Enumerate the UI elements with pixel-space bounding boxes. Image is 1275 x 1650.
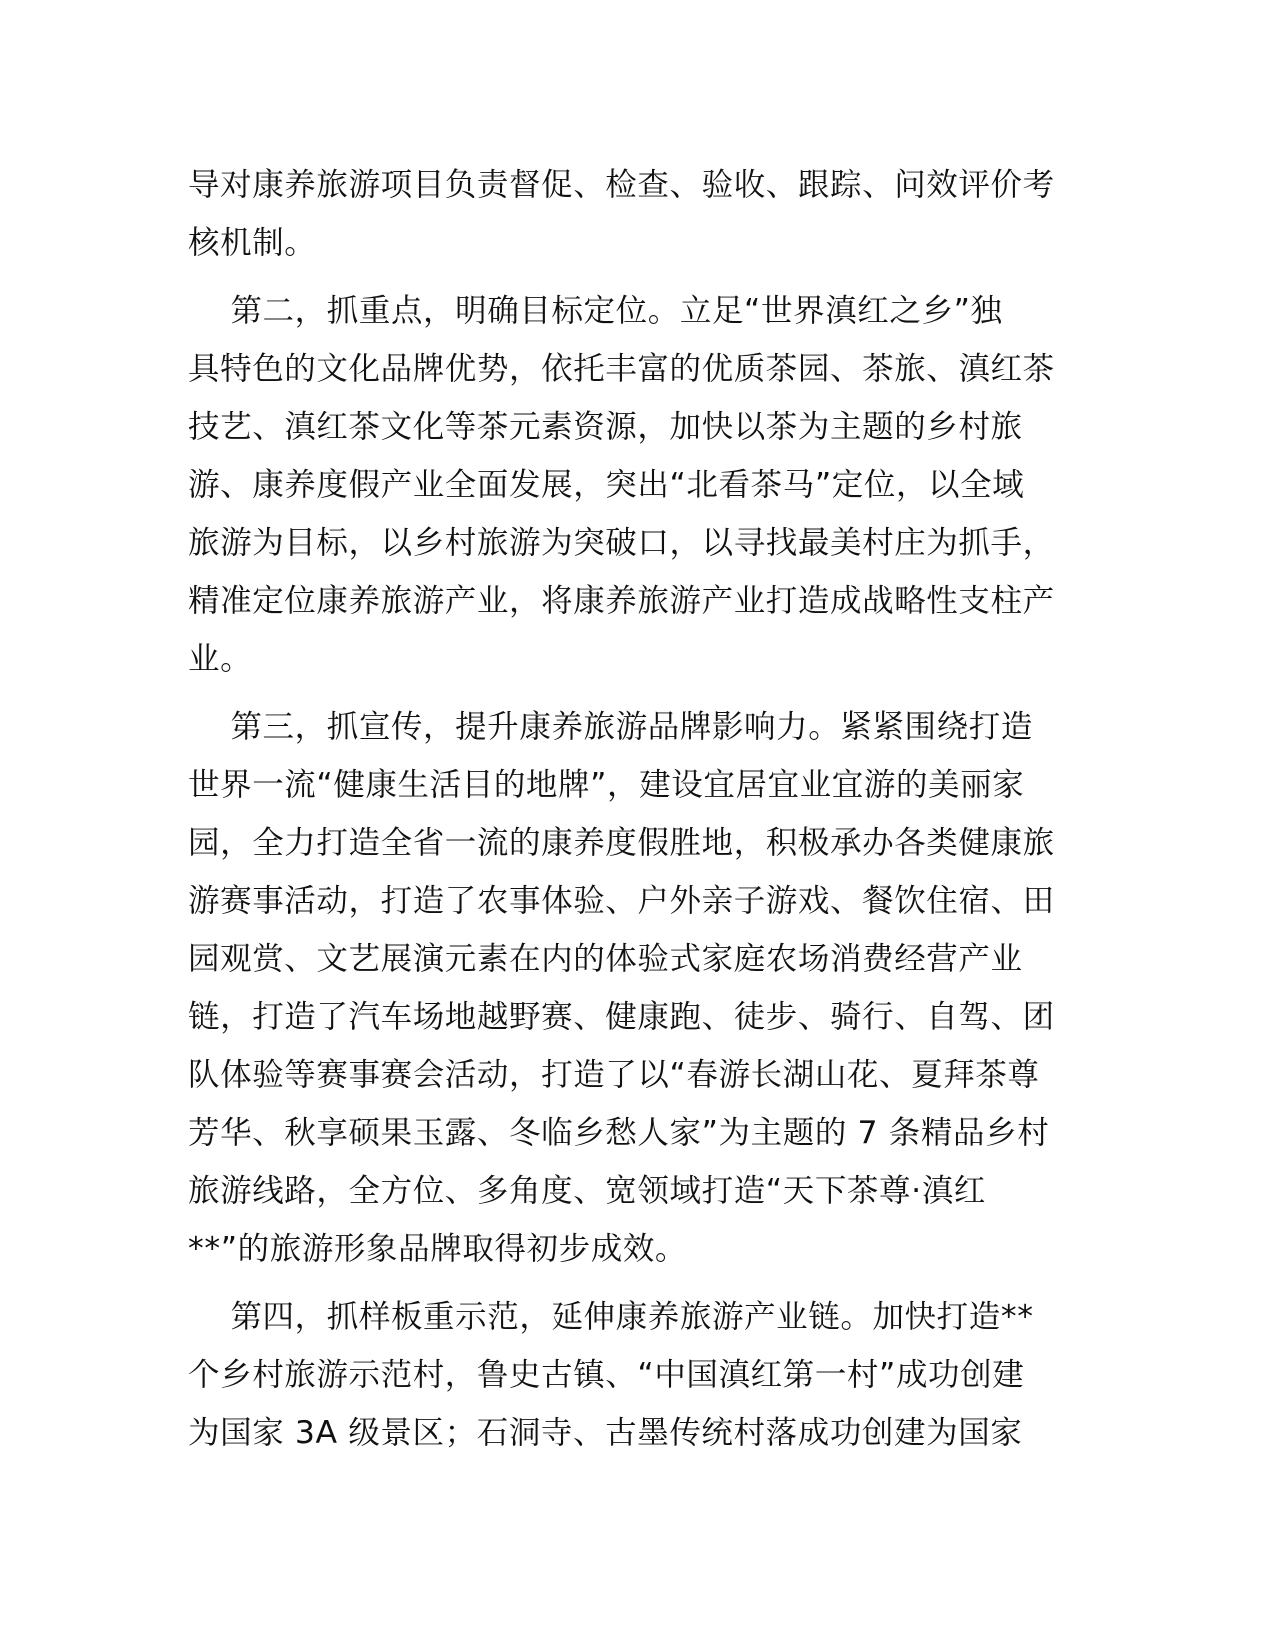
text-line: 精准定位康养旅游产业，将康养旅游产业打造成战略性支柱产 bbox=[188, 583, 1055, 619]
text-line: 旅游线路，全方位、多角度、宽领域打造“天下茶尊·滇红 bbox=[188, 1173, 986, 1209]
text-line: 园，全力打造全省一流的康养度假胜地，积极承办各类健康旅 bbox=[188, 825, 1055, 861]
text-line: 旅游为目标，以乡村旅游为突破口，以寻找最美村庄为抓手， bbox=[188, 525, 1055, 561]
paragraph-2 bbox=[188, 282, 1088, 688]
text-line: 导对康养旅游项目负责督促、检查、验收、跟踪、问效评价考 bbox=[188, 167, 1055, 203]
text-line: 游、康养度假产业全面发展，突出“北看茶马”定位，以全域 bbox=[188, 467, 1025, 503]
text-line: 世界一流“健康生活目的地牌”，建设宜居宜业宜游的美丽家 bbox=[188, 767, 1025, 803]
text-line: 芳华、秋享硕果玉露、冬临乡愁人家”为主题的 7 条精品乡村 bbox=[188, 1115, 1050, 1151]
text-line: 园观赏、文艺展演元素在内的体验式家庭农场消费经营产业 bbox=[188, 941, 1023, 977]
text-line: 链，打造了汽车场地越野赛、健康跑、徒步、骑行、自驾、团 bbox=[188, 999, 1055, 1035]
text-line: 具特色的文化品牌优势，依托丰富的优质茶园、茶旅、滇红茶 bbox=[188, 351, 1055, 387]
text-line: 核机制。 bbox=[188, 225, 317, 261]
text-line: 游赛事活动，打造了农事体验、户外亲子游戏、餐饮住宿、田 bbox=[188, 883, 1055, 919]
text-line: 业。 bbox=[188, 641, 253, 677]
text-line: 为国家 3A 级景区；石洞寺、古墨传统村落成功创建为国家 bbox=[188, 1415, 1023, 1451]
text-line: 队体验等赛事赛会活动，打造了以“春游长湖山花、夏拜茶尊 bbox=[188, 1057, 1040, 1093]
text-line: 技艺、滇红茶文化等茶元素资源，加快以茶为主题的乡村旅 bbox=[188, 409, 1023, 445]
paragraph-1 bbox=[188, 156, 1088, 272]
text-line: 第四，抓样板重示范，延伸康养旅游产业链。加快打造** bbox=[188, 1299, 1034, 1335]
paragraph-4 bbox=[188, 1288, 1088, 1462]
document-body bbox=[188, 156, 1088, 1462]
text-line: 第二，抓重点，明确目标定位。立足“世界滇红之乡”独 bbox=[188, 293, 1003, 329]
text-line: **”的旅游形象品牌取得初步成效。 bbox=[188, 1231, 688, 1267]
paragraph-3 bbox=[188, 698, 1088, 1278]
text-line: 个乡村旅游示范村，鲁史古镇、“中国滇红第一村”成功创建 bbox=[188, 1357, 1025, 1393]
text-line: 第三，抓宣传，提升康养旅游品牌影响力。紧紧围绕打造 bbox=[188, 709, 1033, 745]
